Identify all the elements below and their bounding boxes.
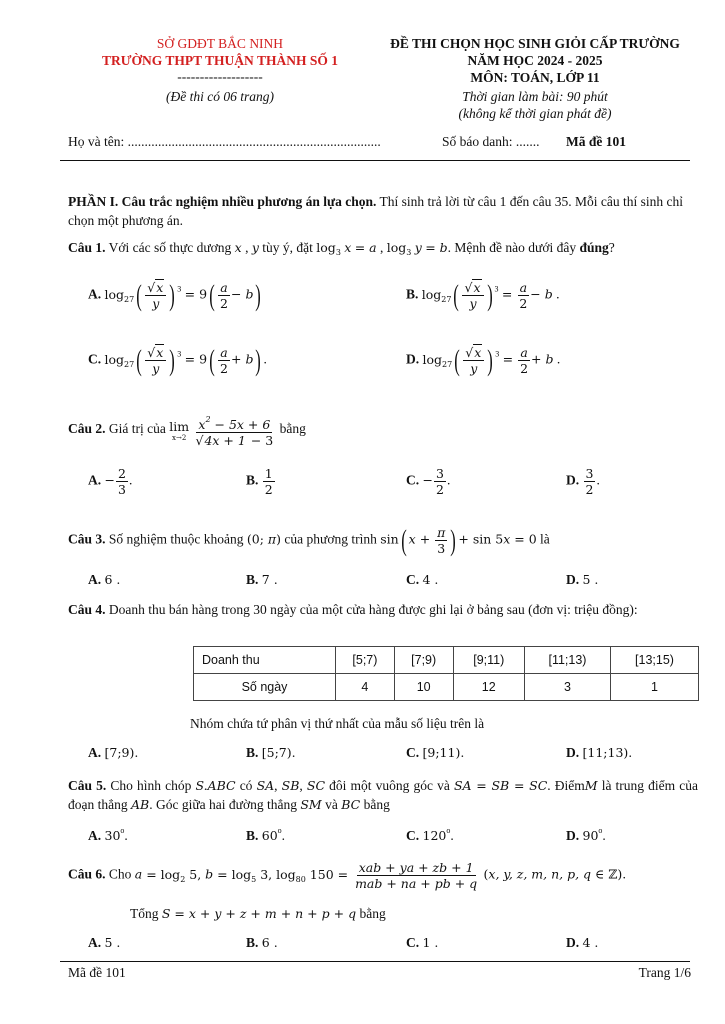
table-cell: 10 (394, 674, 453, 701)
q3-option-a[interactable] (88, 572, 120, 588)
q5-option-value: 30 (104, 828, 121, 843)
q5-text-g: và (321, 797, 342, 812)
table-cell: [13;15) (610, 647, 698, 674)
q2-text: Giá trị của (105, 421, 170, 437)
table-cell: [9;11) (453, 647, 524, 674)
q5-text-c: đôi một vuông góc và (325, 778, 454, 793)
header-divider (60, 160, 690, 161)
q1-option-b[interactable]: B. $\log_{27}$( $\frac{√x}{y}$ ) $^3$ = $\frac{a}{2}$ − b . (406, 278, 560, 312)
q1-text: Với các số thực dương (105, 240, 235, 255)
q5-text-e: là trung điểm của đoạn thẳng (68, 778, 699, 812)
q6-sum: Tổng S = x + y + z + m + n + p + q bằng (130, 906, 386, 921)
q5-option-label: D. (566, 828, 580, 843)
q2-text-b: bằng (276, 421, 306, 437)
table-cell: 1 (610, 674, 698, 701)
q6-text: Cho (105, 866, 135, 882)
q6-option-label: C. (406, 935, 420, 950)
table-row (194, 674, 699, 701)
q2-option-b[interactable]: B. $\frac{1}{2}$ (246, 466, 273, 497)
q3-option-c[interactable] (406, 572, 438, 588)
exam-code: Mã đề 101 (566, 134, 626, 149)
school-name: TRƯỜNG THPT THUẬN THÀNH SỐ 1 (102, 53, 338, 68)
q1-option-a[interactable]: A. $\log_{27}$( $\frac{√x}{y}$ ) $^3$ = 9( $\frac{a}{2}$ − b) (88, 278, 262, 312)
question-1: Câu 1. Với các số thực dương x , y tùy ý, đặt $\log_3 x = a$ , $\log_3 y = b$. Mệnh đề nào dưới đây đúng? (68, 240, 615, 257)
q2-option-label: B. (246, 472, 259, 488)
footer-divider (60, 961, 690, 962)
q5-option-a[interactable]: A. 30$^o$. (88, 826, 128, 843)
q1-option-label: C. (88, 351, 102, 367)
table-cell: [7;9) (394, 647, 453, 674)
part1-instruction: Thí sinh trả lời từ câu 1 đến câu 35. Mỗi câu thí sinh chỉ chọn một phương án. (68, 194, 684, 228)
department-name: SỞ GDĐT BẮC NINH (156, 36, 284, 51)
q6-option-b[interactable] (246, 935, 278, 951)
q4-option-value: [9;11). (422, 745, 465, 760)
footer-page-number: Trang 1/6 (638, 965, 691, 980)
q6-option-value: 6 . (261, 935, 278, 950)
table-row (194, 647, 699, 674)
q6-option-value: 5 . (104, 935, 121, 950)
q6-option-value: 4 . (582, 935, 599, 950)
q4-option-value: [7;9). (104, 745, 139, 760)
candidate-name-field: Họ và tên: ........................................................................... (68, 134, 381, 149)
table-cell: [11;13) (524, 647, 610, 674)
q5-option-label: C. (406, 828, 420, 843)
q1-label: Câu 1. (68, 240, 106, 255)
candidate-id-field: Số báo danh: ....... (442, 134, 540, 149)
q4-option-label: B. (246, 745, 259, 760)
q5-text-d: . Điểm (547, 778, 585, 793)
q3-option-label: C. (406, 572, 420, 587)
exam-time: Thời gian làm bài: 90 phút (462, 89, 608, 104)
q5-text-f: . Góc giữa hai đường thẳng (149, 797, 301, 812)
time-note: (không kể thời gian phát đề) (458, 106, 612, 121)
school-year: NĂM HỌC 2024 - 2025 (467, 53, 603, 68)
question-5: Câu 5. Cho hình chóp S.ABC có SA, SB, SC đôi một vuông góc và SA = SB = SC. ĐiểmM là trung điểm của đoạn thẳng AB. Góc giữa hai đường thẳng SM và BC bằng (68, 778, 699, 812)
table-header-days: Số ngày (194, 674, 336, 701)
q1-option-label: A. (88, 286, 102, 302)
q5-text-h: bằng (360, 797, 390, 812)
q2-option-label: A. (88, 472, 102, 488)
q4-option-label: A. (88, 745, 102, 760)
q6-option-label: B. (246, 935, 259, 950)
q4-option-label: D. (566, 745, 580, 760)
q2-option-c[interactable]: C. − $\frac{3}{2}$ . (406, 466, 451, 497)
q5-label: Câu 5. (68, 778, 107, 793)
question-2: Câu 2. Giá trị của lim x→2 $\frac{x^2 - 5x + 6}{√4x + 1 - 3}$ bằng (68, 412, 306, 448)
q5-option-c[interactable]: C. 120$^o$. (406, 826, 454, 843)
q3-text: Số nghiệm thuộc khoảng (105, 531, 247, 547)
q6-option-label: A. (88, 935, 102, 950)
q6-option-c[interactable] (406, 935, 438, 951)
q3-option-label: B. (246, 572, 259, 587)
pages-note: (Đề thi có 06 trang) (166, 89, 274, 104)
header-dashes: ------------------- (177, 69, 263, 84)
q6-label: Câu 6. (68, 866, 106, 882)
exam-title: ĐỀ THI CHỌN HỌC SINH GIỎI CẤP TRƯỜNG (390, 36, 680, 51)
table-cell: 4 (336, 674, 395, 701)
table-cell: [5;7) (336, 647, 395, 674)
q4-label: Câu 4. (68, 602, 106, 617)
q3-option-d[interactable] (566, 572, 598, 588)
q6-sum-suffix: bằng (356, 906, 386, 921)
q4-option-d[interactable] (566, 745, 632, 761)
footer-exam-code: Mã đề 101 (68, 965, 126, 980)
q6-option-value: 1 . (422, 935, 439, 950)
q5-text-b: có (235, 778, 257, 793)
table-header-revenue: Doanh thu (194, 647, 336, 674)
part1-heading (68, 192, 698, 230)
q4-option-value: [11;13). (582, 745, 633, 760)
q4-option-value: [5;7). (261, 745, 296, 760)
q4-text: Doanh thu bán hàng trong 30 ngày của một cửa hàng được ghi lại ở bảng sau (đơn vị: triệu đồng): (105, 602, 638, 617)
q5-option-value: 90 (582, 828, 599, 843)
question-3: Câu 3. Số nghiệm thuộc khoảng (0; π) của phương trình sin( x + $\frac{\pi}{3}$ ) + sin 5x = 0 là (68, 523, 550, 557)
q1-option-c[interactable]: C. $\log_{27}$( $\frac{√x}{y}$ ) $^3$ = 9( $\frac{a}{2}$ + b) . (88, 343, 267, 377)
q4-option-label: C. (406, 745, 420, 760)
q3-text-b: của phương trình (281, 531, 381, 547)
subject: MÔN: TOÁN, LỚP 11 (470, 70, 600, 85)
q5-text: Cho hình chóp (106, 778, 196, 793)
q6-sum-prefix: Tổng (130, 906, 162, 921)
q3-text-c: là (536, 531, 550, 547)
q3-option-label: A. (88, 572, 102, 587)
q1-text-b: tùy ý, đặt (262, 240, 317, 255)
q6-option-d[interactable] (566, 935, 598, 951)
q5-option-b[interactable]: B. 60$^o$. (246, 826, 286, 843)
q3-option-value: 6 . (104, 572, 121, 587)
q2-option-label: C. (406, 472, 420, 488)
q5-option-value: 60 (261, 828, 278, 843)
q4-option-b[interactable] (246, 745, 296, 761)
q5-option-label: B. (246, 828, 259, 843)
part1-title: PHẦN I. Câu trắc nghiệm nhiều phương án lựa chọn. (68, 194, 377, 209)
q4-option-c[interactable] (406, 745, 464, 761)
q3-option-value: 4 . (422, 572, 439, 587)
question-6: Câu 6. Cho $a = \log_2 5$, $b = \log_5 3$, $\log_{80} 150$ = $\frac{\text{xab + ya + zb + 1}}{\text{mab + na + pb + q}}$ (x, y, z, m, n, p, q ∈ ℤ). (68, 860, 627, 891)
q1-option-label: B. (406, 286, 419, 302)
revenue-table (193, 646, 699, 701)
q1-text-c: . Mệnh đề nào dưới đây (447, 240, 580, 255)
q3-option-b[interactable] (246, 572, 278, 588)
question-4 (68, 600, 698, 619)
q3-option-value: 7 . (261, 572, 278, 587)
q4-prompt: Nhóm chứa tứ phân vị thứ nhất của mẫu số liệu trên là (190, 716, 485, 731)
q2-option-label: D. (566, 472, 580, 488)
table-cell: 3 (524, 674, 610, 701)
q5-option-value: 120 (422, 828, 447, 843)
q5-option-d[interactable]: D. 90$^o$. (566, 826, 606, 843)
q1-option-d[interactable]: D. $\log_{27}$( $\frac{√x}{y}$ ) $^3$ = $\frac{a}{2}$ + b . (406, 343, 561, 377)
table-cell: 12 (453, 674, 524, 701)
q3-option-label: D. (566, 572, 580, 587)
q2-option-a[interactable]: A. − $\frac{2}{3}$ . (88, 466, 133, 497)
q3-label: Câu 3. (68, 531, 106, 547)
q2-label: Câu 2. (68, 421, 106, 437)
q1-option-label: D. (406, 351, 420, 367)
q1-emphasis: đúng (579, 240, 609, 255)
q5-option-label: A. (88, 828, 102, 843)
q6-option-a[interactable] (88, 935, 120, 951)
q3-option-value: 5 . (582, 572, 599, 587)
q4-option-a[interactable] (88, 745, 138, 761)
q6-option-label: D. (566, 935, 580, 950)
q2-option-d[interactable]: D. $\frac{3}{2}$ . (566, 466, 600, 497)
q1-end: ? (608, 240, 615, 255)
